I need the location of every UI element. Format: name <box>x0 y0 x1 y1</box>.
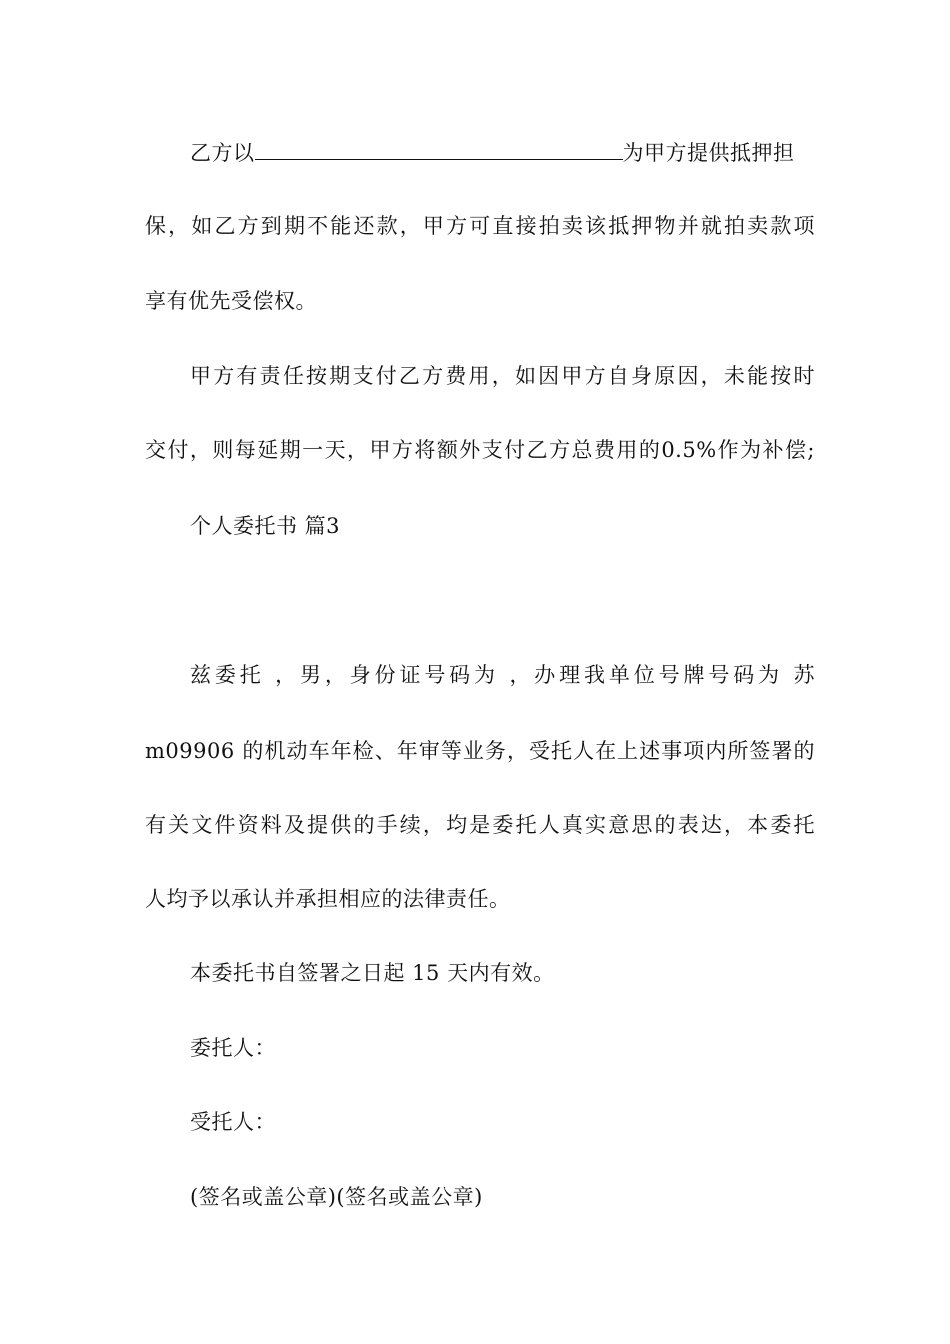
para1-line1-suffix: 为甲方提供抵押担 <box>622 141 795 165</box>
validity-statement: 本委托书自签署之日起 15 天内有效。 <box>190 961 555 985</box>
para1-line2: 保，如乙方到期不能还款，甲方可直接拍卖该抵押物并就拍卖款项 <box>145 214 815 238</box>
para2-line1: 甲方有责任按期支付乙方费用，如因甲方自身原因，未能按时 <box>190 364 815 388</box>
para2-line2: 交付，则每延期一天，甲方将额外支付乙方总费用的0.5%作为补偿; <box>145 438 815 462</box>
para1-line1-prefix: 乙方以 <box>190 141 255 165</box>
para3-line3: 有关文件资料及提供的手续，均是委托人真实意思的表达，本委托 <box>145 813 815 837</box>
signature-line: (签名或盖公章)(签名或盖公章) <box>190 1185 483 1209</box>
para1-line1 <box>190 139 815 167</box>
para3-line1: 兹委托 ，男，身份证号码为 ，办理我单位号牌号码为 苏 <box>190 663 815 687</box>
fill-in-blank <box>255 139 623 160</box>
principal-label: 委托人： <box>190 1036 276 1060</box>
para3-line4: 人均予以承认并承担相应的法律责任。 <box>145 887 511 911</box>
para3-line2: m09906 的机动车年检、年审等业务，受托人在上述事项内所签署的 <box>145 739 815 763</box>
para1-line3: 享有优先受偿权。 <box>145 289 317 313</box>
agent-label: 受托人： <box>190 1110 276 1134</box>
section-heading: 个人委托书 篇3 <box>190 514 341 538</box>
